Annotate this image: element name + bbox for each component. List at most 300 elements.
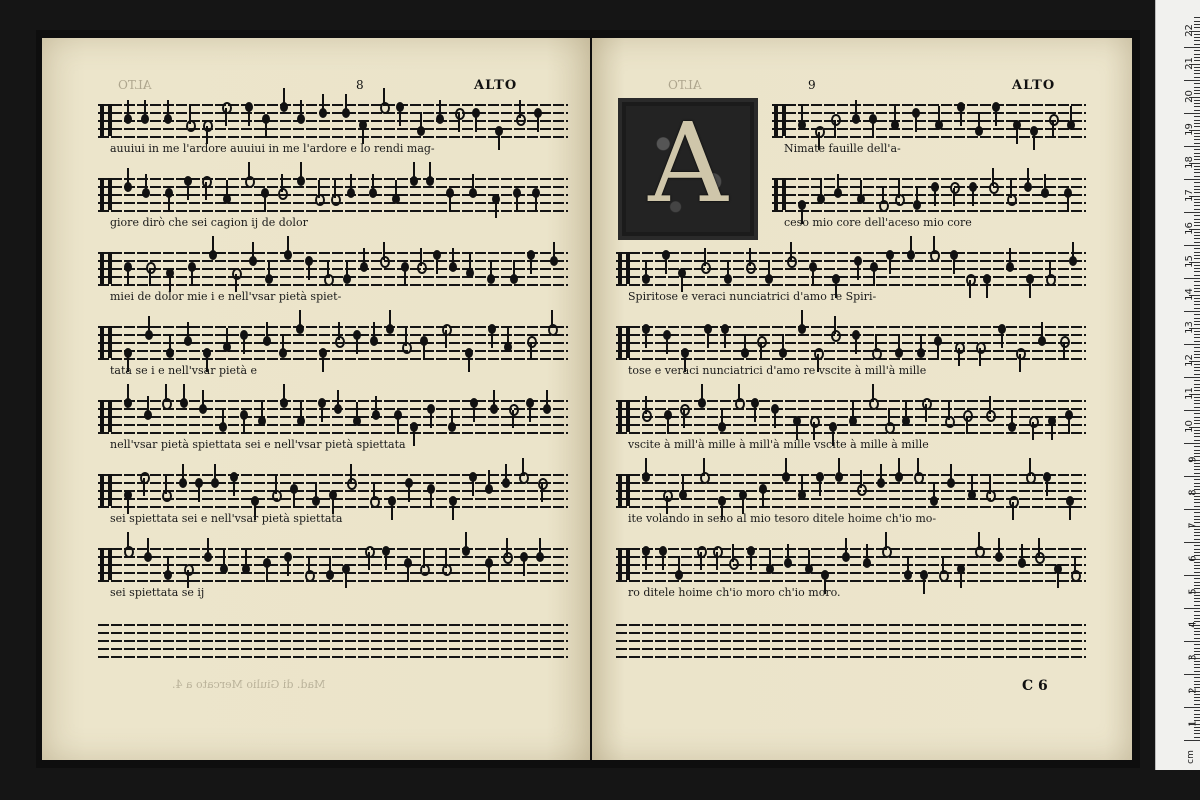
note-stem bbox=[506, 538, 508, 556]
note-stem bbox=[493, 390, 495, 408]
ruler-number: 15 bbox=[1184, 255, 1196, 268]
note-stem bbox=[645, 396, 647, 414]
ruler-minor-tick bbox=[1194, 615, 1200, 616]
music-note bbox=[335, 336, 345, 348]
ruler-number: 9 bbox=[1187, 456, 1199, 463]
ruler-minor-tick bbox=[1194, 466, 1200, 467]
note-stem bbox=[1029, 280, 1031, 298]
music-note bbox=[455, 108, 465, 120]
ruler-minor-tick bbox=[1194, 153, 1200, 154]
ruler-minor-tick bbox=[1194, 562, 1200, 563]
note-stem bbox=[363, 248, 365, 266]
note-stem bbox=[1057, 570, 1059, 588]
music-note bbox=[680, 404, 690, 416]
clef-icon bbox=[100, 474, 112, 506]
ruler-minor-tick bbox=[1194, 136, 1200, 137]
clef-icon bbox=[618, 400, 630, 432]
note-stem bbox=[337, 390, 339, 408]
note-stem bbox=[744, 334, 746, 352]
staff-line bbox=[616, 556, 1086, 558]
note-stem bbox=[953, 256, 955, 274]
note-stem bbox=[168, 194, 170, 212]
note-stem bbox=[707, 330, 709, 348]
ruler-minor-tick bbox=[1194, 681, 1200, 682]
note-stem bbox=[383, 242, 385, 260]
ruler-minor-tick bbox=[1194, 222, 1200, 223]
staff bbox=[98, 544, 568, 584]
lyric-line: auuiui in me l'ardore auuiui in me l'ardore e lo rendi mag- bbox=[110, 142, 435, 155]
ruler-tick bbox=[1184, 377, 1200, 378]
note-stem bbox=[420, 248, 422, 266]
ruler-minor-tick bbox=[1194, 433, 1200, 434]
music-note bbox=[1046, 274, 1056, 286]
ruler-minor-tick bbox=[1194, 552, 1200, 553]
music-note bbox=[278, 188, 288, 200]
note-stem bbox=[1046, 478, 1048, 496]
ruler-minor-tick bbox=[1194, 93, 1200, 94]
note-stem bbox=[749, 248, 751, 266]
ruler-minor-tick bbox=[1194, 304, 1200, 305]
ruler-minor-tick bbox=[1194, 238, 1200, 239]
note-stem bbox=[389, 310, 391, 328]
note-stem bbox=[971, 476, 973, 494]
left-page bbox=[42, 38, 590, 760]
note-stem bbox=[1027, 168, 1029, 186]
note-stem bbox=[920, 334, 922, 352]
music-system bbox=[98, 322, 568, 377]
note-stem bbox=[1038, 538, 1040, 556]
ruler-minor-tick bbox=[1194, 601, 1200, 602]
note-stem bbox=[322, 354, 324, 372]
ruler-tick bbox=[1184, 608, 1200, 609]
note-stem bbox=[498, 132, 500, 150]
note-stem bbox=[283, 384, 285, 402]
voice-heading: ALTO bbox=[1012, 78, 1056, 93]
note-stem bbox=[372, 174, 374, 192]
staff bbox=[98, 100, 568, 140]
ruler-minor-tick bbox=[1194, 677, 1200, 678]
ruler-minor-tick bbox=[1194, 285, 1200, 286]
note-stem bbox=[1041, 322, 1043, 340]
ruler-minor-tick bbox=[1194, 499, 1200, 500]
ruler-minor-tick bbox=[1194, 400, 1200, 401]
ruler-minor-tick bbox=[1194, 202, 1200, 203]
note-stem bbox=[522, 458, 524, 476]
music-note bbox=[885, 422, 895, 434]
note-stem bbox=[345, 570, 347, 588]
staff bbox=[616, 470, 1086, 510]
music-note bbox=[1049, 114, 1059, 126]
ruler-minor-tick bbox=[1194, 473, 1200, 474]
note-stem bbox=[445, 330, 447, 348]
note-stem bbox=[837, 174, 839, 192]
note-stem bbox=[701, 384, 703, 402]
music-note bbox=[232, 268, 242, 280]
note-stem bbox=[143, 478, 145, 496]
note-stem bbox=[857, 262, 859, 280]
note-stem bbox=[872, 120, 874, 138]
music-note bbox=[380, 102, 390, 114]
note-stem bbox=[898, 458, 900, 476]
ruler-minor-tick bbox=[1194, 54, 1200, 55]
note-stem bbox=[198, 484, 200, 502]
staff-line bbox=[98, 656, 568, 658]
note-stem bbox=[960, 108, 962, 126]
ruler-minor-tick bbox=[1194, 380, 1200, 381]
staff-line bbox=[98, 648, 568, 650]
ruler-minor-tick bbox=[1194, 357, 1200, 358]
ruler-minor-tick bbox=[1194, 598, 1200, 599]
ruler-minor-tick bbox=[1194, 453, 1200, 454]
staff-line bbox=[616, 260, 1086, 262]
note-stem bbox=[423, 550, 425, 568]
note-stem bbox=[300, 402, 302, 420]
note-stem bbox=[888, 408, 890, 426]
music-note bbox=[857, 484, 867, 496]
music-note bbox=[986, 490, 996, 502]
ruler-minor-tick bbox=[1194, 628, 1200, 629]
ruler-minor-tick bbox=[1194, 407, 1200, 408]
note-stem bbox=[992, 168, 994, 186]
music-note bbox=[548, 324, 558, 336]
music-system bbox=[98, 396, 568, 451]
ruler-minor-tick bbox=[1194, 714, 1200, 715]
ruler-minor-tick bbox=[1194, 44, 1200, 45]
ruler-minor-tick bbox=[1194, 298, 1200, 299]
music-note bbox=[663, 490, 673, 502]
lyric-line: nell'vsar pietà spiettata sei e nell'vsar pietà spiettata bbox=[110, 438, 406, 451]
staff-line bbox=[616, 326, 1086, 328]
ruler-tick bbox=[1184, 410, 1200, 411]
music-note bbox=[914, 472, 924, 484]
ruler-minor-tick bbox=[1194, 483, 1200, 484]
ruler-minor-tick bbox=[1194, 275, 1200, 276]
ruler-minor-tick bbox=[1194, 450, 1200, 451]
music-note bbox=[402, 342, 412, 354]
ruler-minor-tick bbox=[1194, 364, 1200, 365]
ruler-minor-tick bbox=[1194, 21, 1200, 22]
staff-line bbox=[616, 268, 1086, 270]
note-stem bbox=[127, 168, 129, 186]
note-stem bbox=[407, 564, 409, 582]
note-stem bbox=[275, 476, 277, 494]
ruler-minor-tick bbox=[1194, 370, 1200, 371]
lyric-line: vscite à mill'à mille à mill'à mille vscite à mille à mille bbox=[628, 438, 929, 451]
music-note bbox=[787, 256, 797, 268]
ruler-minor-tick bbox=[1194, 671, 1200, 672]
ruler-minor-tick bbox=[1194, 169, 1200, 170]
note-stem bbox=[187, 182, 189, 200]
ruler-minor-tick bbox=[1194, 595, 1200, 596]
note-stem bbox=[995, 108, 997, 126]
ruler-minor-tick bbox=[1194, 281, 1200, 282]
music-note bbox=[184, 564, 194, 576]
note-stem bbox=[356, 336, 358, 354]
music-note bbox=[519, 472, 529, 484]
note-stem bbox=[465, 532, 467, 550]
note-stem bbox=[782, 334, 784, 352]
note-stem bbox=[537, 114, 539, 132]
note-stem bbox=[472, 174, 474, 192]
staff-line bbox=[98, 632, 568, 634]
ruler-minor-tick bbox=[1194, 215, 1200, 216]
music-note bbox=[305, 570, 315, 582]
ruler-minor-tick bbox=[1194, 446, 1200, 447]
ruler-minor-tick bbox=[1194, 397, 1200, 398]
note-stem bbox=[127, 532, 129, 550]
note-stem bbox=[682, 476, 684, 494]
ruler-minor-tick bbox=[1194, 83, 1200, 84]
note-stem bbox=[395, 180, 397, 198]
note-stem bbox=[329, 556, 331, 574]
note-stem bbox=[205, 182, 207, 200]
note-stem bbox=[972, 188, 974, 206]
music-note bbox=[186, 120, 196, 132]
ruler-minor-tick bbox=[1194, 638, 1200, 639]
music-note bbox=[945, 416, 955, 428]
note-stem bbox=[1068, 416, 1070, 434]
staff-line bbox=[772, 210, 1086, 212]
music-note bbox=[140, 472, 150, 484]
music-system bbox=[772, 100, 1086, 155]
note-stem bbox=[214, 464, 216, 482]
music-note bbox=[380, 256, 390, 268]
music-note bbox=[538, 478, 548, 490]
note-stem bbox=[318, 180, 320, 198]
note-stem bbox=[226, 180, 228, 198]
staff-line bbox=[616, 284, 1086, 286]
note-stem bbox=[1070, 106, 1072, 124]
ruler-minor-tick bbox=[1194, 87, 1200, 88]
ghost-heading: ALTO bbox=[118, 78, 152, 92]
note-stem bbox=[436, 256, 438, 274]
note-stem bbox=[1033, 132, 1035, 150]
staff bbox=[772, 100, 1086, 140]
note-stem bbox=[445, 550, 447, 568]
note-stem bbox=[978, 112, 980, 130]
staff bbox=[616, 396, 1086, 436]
clef-icon bbox=[618, 326, 630, 358]
note-stem bbox=[910, 236, 912, 254]
note-stem bbox=[423, 342, 425, 360]
note-stem bbox=[801, 106, 803, 124]
ruler-minor-tick bbox=[1194, 50, 1200, 51]
note-stem bbox=[233, 478, 235, 496]
ruler-minor-tick bbox=[1194, 413, 1200, 414]
lyric-line: sei spiettata se ij bbox=[110, 586, 205, 599]
staff-line bbox=[98, 178, 568, 180]
note-stem bbox=[252, 242, 254, 260]
ruler-minor-tick bbox=[1194, 318, 1200, 319]
music-note bbox=[162, 398, 172, 410]
music-note bbox=[642, 410, 652, 422]
note-stem bbox=[834, 120, 836, 138]
note-stem bbox=[373, 322, 375, 340]
decorated-initial bbox=[618, 98, 758, 240]
note-stem bbox=[147, 538, 149, 556]
ruler-minor-tick bbox=[1194, 159, 1200, 160]
ruler-minor-tick bbox=[1194, 334, 1200, 335]
ruler-minor-tick bbox=[1194, 631, 1200, 632]
ruler-minor-tick bbox=[1194, 486, 1200, 487]
note-stem bbox=[1049, 260, 1051, 278]
ruler-minor-tick bbox=[1194, 667, 1200, 668]
music-note bbox=[442, 564, 452, 576]
staff-line bbox=[616, 648, 1086, 650]
staff-line bbox=[98, 326, 568, 328]
note-stem bbox=[915, 114, 917, 132]
ruler-minor-tick bbox=[1194, 618, 1200, 619]
ruler-tick bbox=[1184, 278, 1200, 279]
note-stem bbox=[281, 174, 283, 192]
note-stem bbox=[979, 348, 981, 366]
note-stem bbox=[938, 106, 940, 124]
note-stem bbox=[727, 260, 729, 278]
note-stem bbox=[226, 328, 228, 346]
ruler-minor-tick bbox=[1194, 73, 1200, 74]
ruler-minor-tick bbox=[1194, 209, 1200, 210]
ruler-minor-tick bbox=[1194, 417, 1200, 418]
ruler-minor-tick bbox=[1194, 291, 1200, 292]
music-note bbox=[331, 194, 341, 206]
note-stem bbox=[1009, 248, 1011, 266]
ruler-minor-tick bbox=[1194, 436, 1200, 437]
ruler-minor-tick bbox=[1194, 34, 1200, 35]
staff-line bbox=[616, 640, 1086, 642]
music-system bbox=[616, 322, 1086, 377]
note-stem bbox=[169, 334, 171, 352]
note-stem bbox=[413, 428, 415, 446]
music-note bbox=[162, 490, 172, 502]
ruler-minor-tick bbox=[1194, 430, 1200, 431]
note-stem bbox=[948, 402, 950, 420]
clef-icon bbox=[100, 252, 112, 284]
note-stem bbox=[860, 180, 862, 198]
note-stem bbox=[768, 260, 770, 278]
ruler-tick bbox=[1184, 344, 1200, 345]
note-stem bbox=[512, 410, 514, 428]
note-stem bbox=[346, 260, 348, 278]
note-stem bbox=[808, 550, 810, 568]
ruler-minor-tick bbox=[1194, 420, 1200, 421]
staff-line bbox=[98, 548, 568, 550]
note-stem bbox=[838, 458, 840, 476]
note-stem bbox=[1069, 502, 1071, 520]
note-stem bbox=[678, 556, 680, 574]
note-stem bbox=[266, 564, 268, 582]
note-stem bbox=[287, 236, 289, 254]
note-stem bbox=[322, 94, 324, 112]
note-stem bbox=[1032, 422, 1034, 440]
note-stem bbox=[187, 322, 189, 340]
music-note bbox=[810, 416, 820, 428]
note-stem bbox=[1011, 408, 1013, 426]
note-stem bbox=[958, 348, 960, 366]
note-stem bbox=[327, 260, 329, 278]
note-stem bbox=[165, 384, 167, 402]
note-stem bbox=[183, 384, 185, 402]
music-note bbox=[1060, 336, 1070, 348]
note-stem bbox=[898, 180, 900, 198]
music-note bbox=[922, 398, 932, 410]
note-stem bbox=[287, 558, 289, 576]
music-note bbox=[939, 570, 949, 582]
ruler-minor-tick bbox=[1194, 423, 1200, 424]
note-stem bbox=[345, 94, 347, 112]
ruler-minor-tick bbox=[1194, 172, 1200, 173]
ruler-number: 22 bbox=[1184, 24, 1196, 37]
note-stem bbox=[969, 280, 971, 298]
note-stem bbox=[300, 162, 302, 180]
note-stem bbox=[785, 458, 787, 476]
note-stem bbox=[704, 248, 706, 266]
ruler-minor-tick bbox=[1194, 103, 1200, 104]
ghost-heading: ALTO bbox=[668, 78, 702, 92]
note-stem bbox=[916, 186, 918, 204]
note-stem bbox=[998, 538, 1000, 556]
music-note bbox=[315, 194, 325, 206]
note-stem bbox=[539, 538, 541, 556]
ruler-number: 8 bbox=[1187, 489, 1199, 496]
ruler-tick bbox=[1184, 113, 1200, 114]
note-stem bbox=[923, 576, 925, 594]
ruler-minor-tick bbox=[1194, 351, 1200, 352]
empty-staff bbox=[616, 620, 1086, 660]
ruler-tick bbox=[1184, 740, 1200, 741]
music-note bbox=[324, 274, 334, 286]
ruler-minor-tick bbox=[1194, 156, 1200, 157]
staff-line bbox=[772, 104, 1086, 106]
note-stem bbox=[1067, 194, 1069, 212]
note-stem bbox=[845, 538, 847, 556]
ruler-minor-tick bbox=[1194, 648, 1200, 649]
note-stem bbox=[405, 328, 407, 346]
note-stem bbox=[882, 186, 884, 204]
ruler-number: 10 bbox=[1184, 420, 1196, 433]
music-note bbox=[989, 182, 999, 194]
staff-line bbox=[98, 416, 568, 418]
music-note bbox=[442, 324, 452, 336]
ruler-minor-tick bbox=[1194, 219, 1200, 220]
lyric-line: giore dirò che sei cagion ij de dolor bbox=[110, 216, 308, 229]
note-stem bbox=[167, 556, 169, 574]
note-stem bbox=[860, 470, 862, 488]
ruler-tick bbox=[1184, 674, 1200, 675]
page-number: 8 bbox=[356, 78, 364, 92]
music-note bbox=[746, 262, 756, 274]
ruler-number: 21 bbox=[1184, 57, 1196, 70]
ruler-minor-tick bbox=[1194, 189, 1200, 190]
clef-icon bbox=[100, 400, 112, 432]
ruler-tick bbox=[1184, 542, 1200, 543]
music-note bbox=[950, 182, 960, 194]
staff-line bbox=[616, 276, 1086, 278]
ruler-tick bbox=[1184, 146, 1200, 147]
note-stem bbox=[950, 464, 952, 482]
note-stem bbox=[383, 88, 385, 106]
music-note bbox=[124, 546, 134, 558]
note-stem bbox=[452, 248, 454, 266]
note-stem bbox=[149, 268, 151, 286]
ruler-minor-tick bbox=[1194, 506, 1200, 507]
ruler-minor-tick bbox=[1194, 727, 1200, 728]
ruler-minor-tick bbox=[1194, 730, 1200, 731]
music-note bbox=[831, 114, 841, 126]
note-stem bbox=[266, 322, 268, 340]
note-stem bbox=[350, 174, 352, 192]
staff-line bbox=[616, 482, 1086, 484]
note-stem bbox=[475, 114, 477, 132]
